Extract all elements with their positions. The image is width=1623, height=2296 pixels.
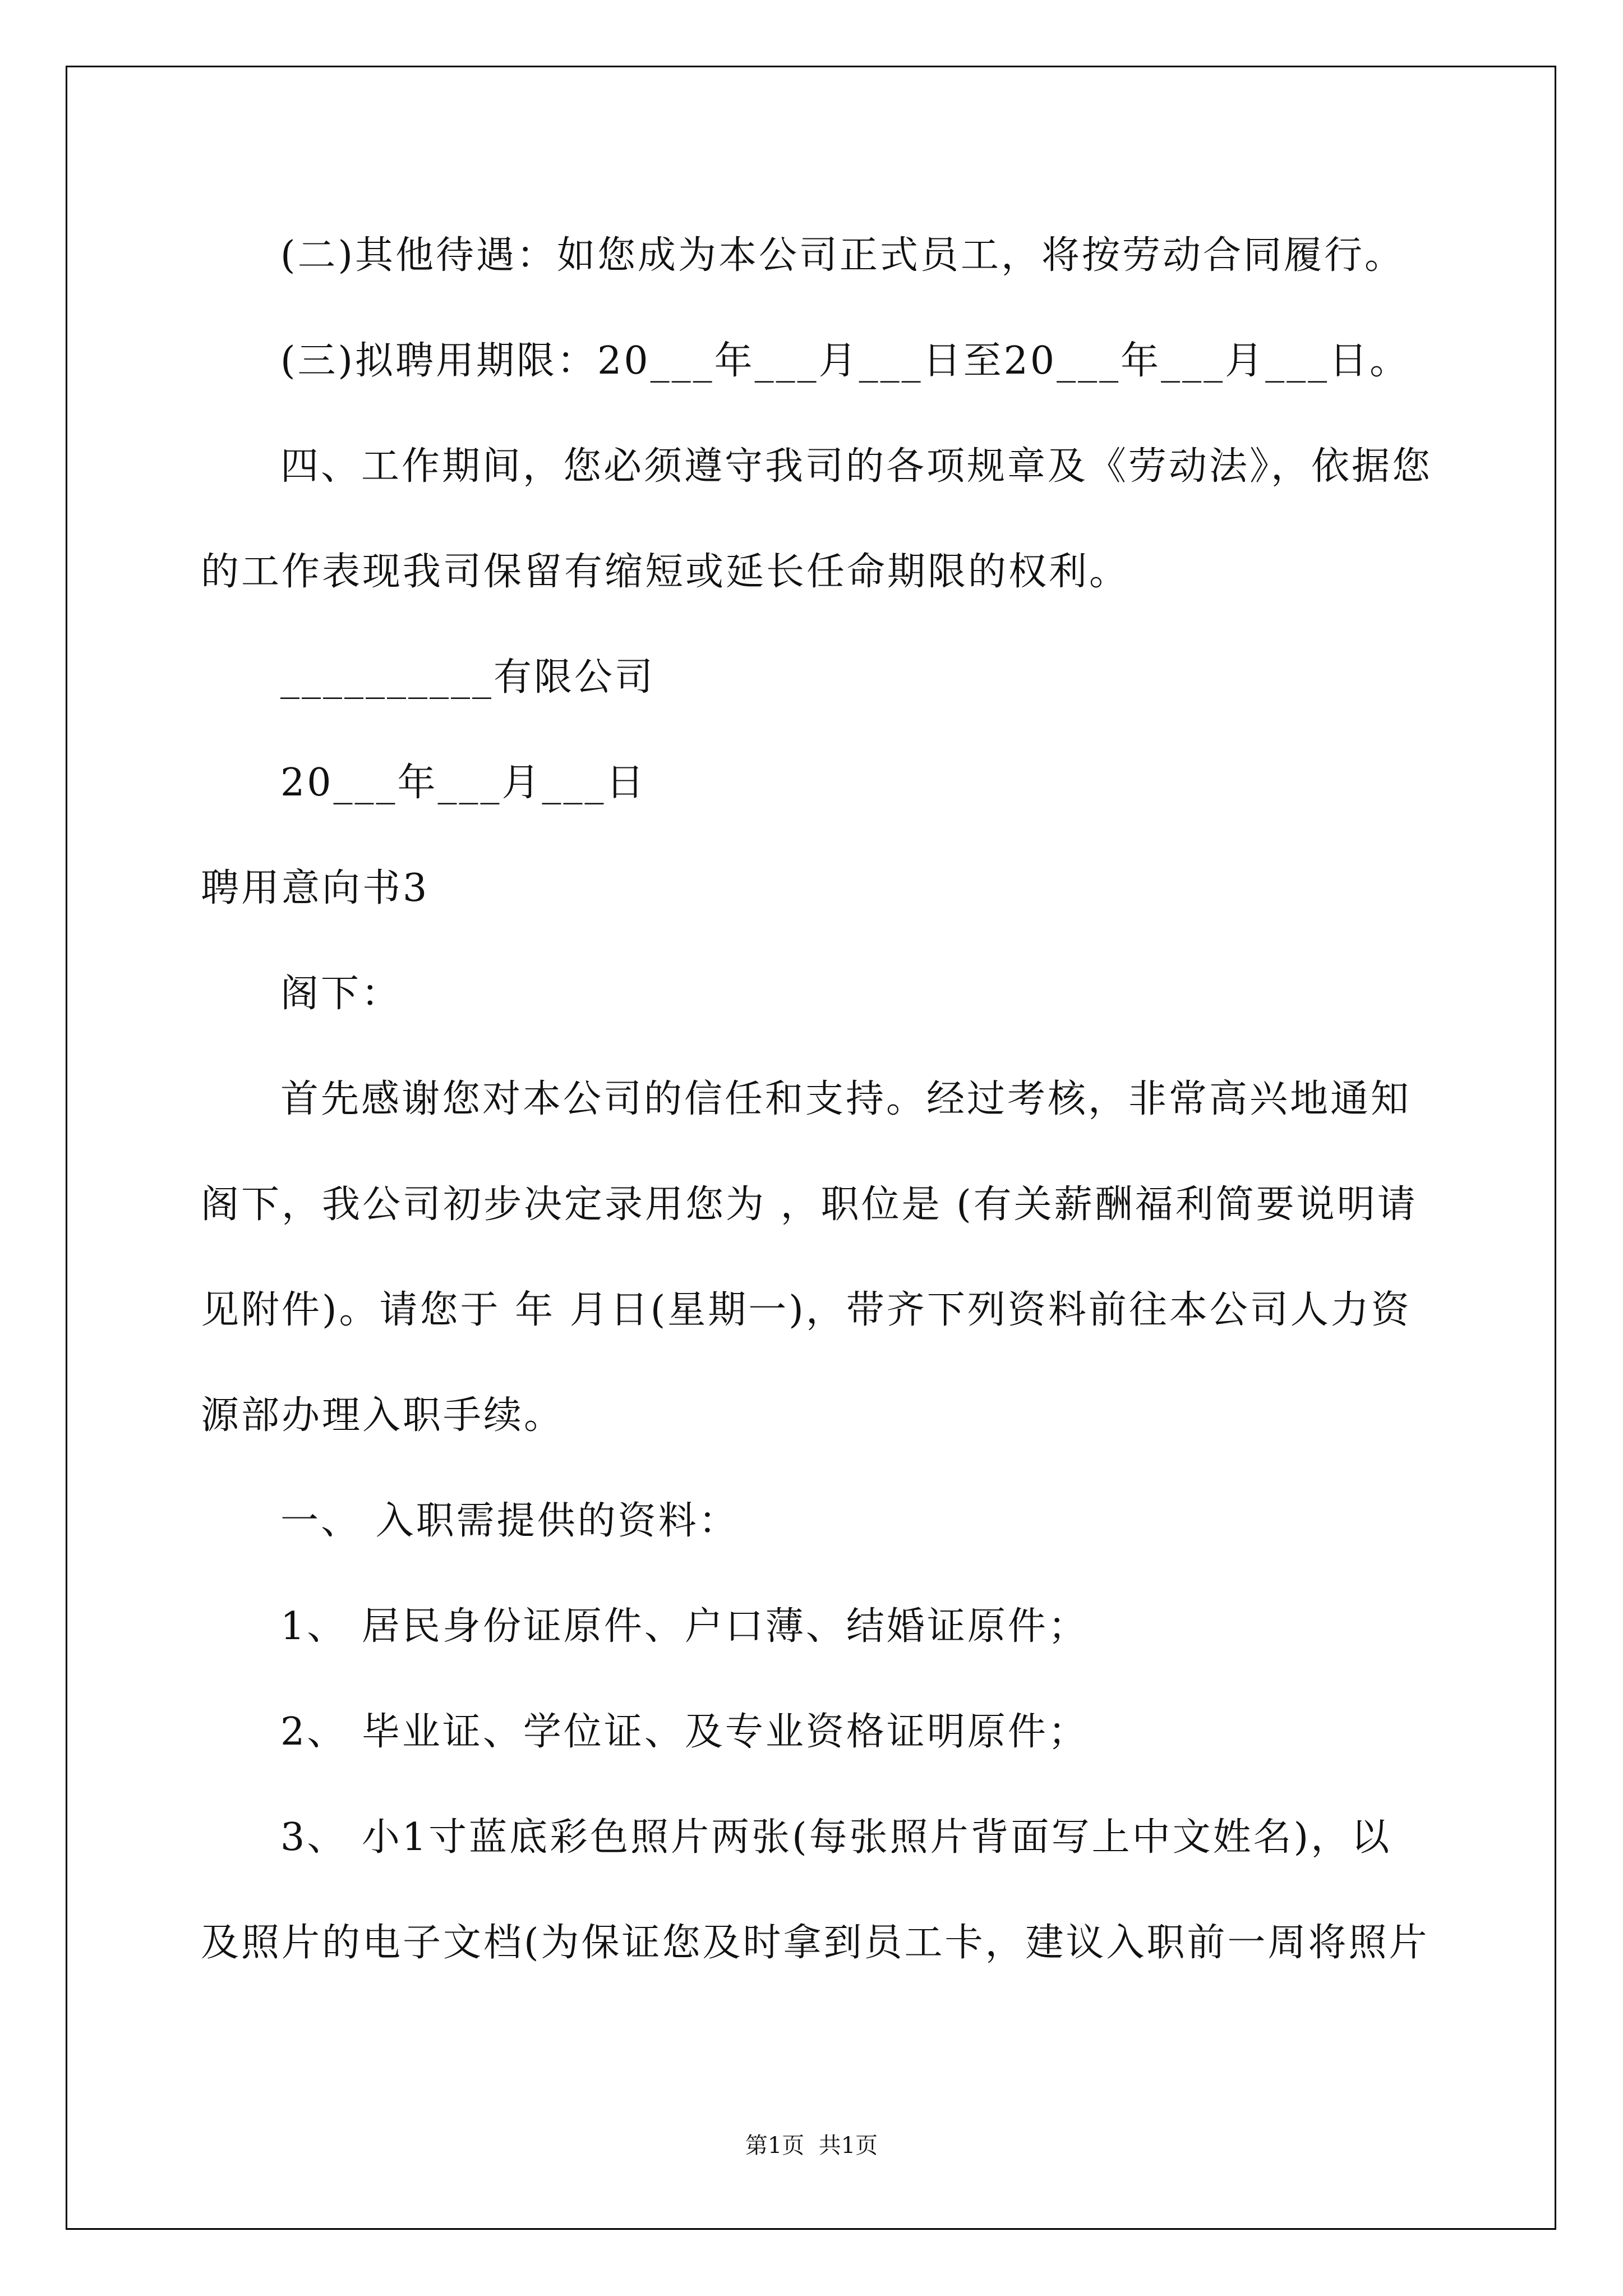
- text-line: __________有限公司: [280, 655, 656, 700]
- text-line: (二)其他待遇：如您成为本公司正式员工，将按劳动合同履行。: [280, 233, 1405, 278]
- text-line: 阁下：: [280, 972, 402, 1016]
- text-line: 及照片的电子文档(为保证您及时拿到员工卡，建议入职前一周将照片: [201, 1921, 1430, 1965]
- text-line: 阁下，我公司初步决定录用您为 ，职位是 (有关薪酬福利简要说明请: [201, 1182, 1418, 1227]
- text-line: 四、工作期间，您必须遵守我司的各项规章及《劳动法》，依据您: [280, 444, 1433, 489]
- section-heading: 聘用意向书3: [201, 866, 430, 910]
- page-border: [66, 66, 1556, 2230]
- text-line: 的工作表现我司保留有缩短或延长任命期限的权利。: [201, 550, 1130, 594]
- text-line: 见附件)。请您于 年 月日(星期一)，带齐下列资料前往本公司人力资: [201, 1288, 1412, 1332]
- text-line: 2、 毕业证、学位证、及专业资格证明原件；: [280, 1710, 1089, 1754]
- text-line: (三)拟聘用期限：20___年___月___日至20___年___月___日。: [280, 339, 1410, 383]
- text-line: 20___年___月___日: [280, 761, 647, 805]
- text-line: 一、 入职需提供的资料：: [280, 1499, 739, 1543]
- text-line: 首先感谢您对本公司的信任和支持。经过考核，非常高兴地通知: [280, 1077, 1412, 1121]
- page-number: 第1页 共1页: [745, 2133, 878, 2159]
- text-line: 源部办理入职手续。: [201, 1393, 565, 1438]
- text-line: 3、 小1寸蓝底彩色照片两张(每张照片背面写上中文姓名)，以: [280, 1815, 1392, 1860]
- text-line: 1、 居民身份证原件、户口薄、结婚证原件；: [280, 1604, 1089, 1649]
